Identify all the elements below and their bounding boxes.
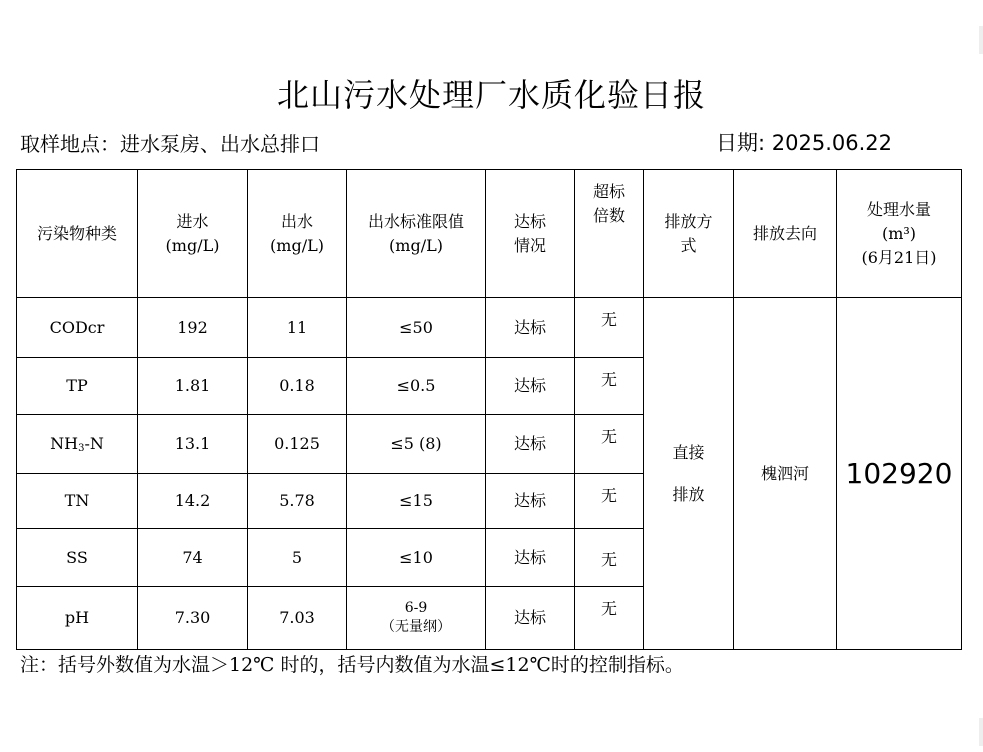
limit-value: ≤10 xyxy=(347,529,486,587)
pollutant-name: $NH_3-N$ xyxy=(17,415,138,474)
outflow-value: 0.125 xyxy=(248,415,347,474)
status-value: 达标 xyxy=(486,529,575,587)
table-row xyxy=(17,298,962,358)
status-value: 达标 xyxy=(486,358,575,415)
limit-value: ≤0.5 xyxy=(347,358,486,415)
pollutant-name: pH xyxy=(17,587,138,650)
header-status: 达标 情况 xyxy=(486,170,575,298)
limit-value: ≤50 xyxy=(347,298,486,358)
pollutant-name: TP xyxy=(17,358,138,415)
outflow-value: 7.03 xyxy=(248,587,347,650)
header-limit: 出水标准限值 (mg/L) xyxy=(347,170,486,298)
exceed-value: 无 xyxy=(575,415,644,474)
inflow-value: 1.81 xyxy=(138,358,248,415)
inflow-value: 13.1 xyxy=(138,415,248,474)
header-volume: 处理水量 (m³) (6月21日) xyxy=(837,170,962,298)
exceed-value: 无 xyxy=(575,529,644,587)
discharge-method-cell: 直接 排放 xyxy=(644,298,734,650)
status-value: 达标 xyxy=(486,298,575,358)
header-outflow: 出水 (mg/L) xyxy=(248,170,347,298)
header-destination: 排放去向 xyxy=(734,170,837,298)
footnote: 注：括号外数值为水温＞12℃ 时的，括号内数值为水温≤12℃时的控制指标。 xyxy=(20,654,684,676)
sampling-location: 取样地点：进水泵房、出水总排口 xyxy=(20,132,320,156)
outflow-value: 5 xyxy=(248,529,347,587)
pollutant-name: CODcr xyxy=(17,298,138,358)
inflow-value: 7.30 xyxy=(138,587,248,650)
header-pollutant: 污染物种类 xyxy=(17,170,138,298)
limit-value: 6-9 （无量纲） xyxy=(347,587,486,650)
header-exceed: 超标 倍数 xyxy=(575,170,644,298)
report-title: 北山污水处理厂水质化验日报 xyxy=(276,76,706,114)
limit-value: ≤15 xyxy=(347,474,486,529)
outflow-value: 0.18 xyxy=(248,358,347,415)
status-value: 达标 xyxy=(486,587,575,650)
pollutant-name: SS xyxy=(17,529,138,587)
pollutant-name: TN xyxy=(17,474,138,529)
status-value: 达标 xyxy=(486,474,575,529)
limit-value: ≤5 (8) xyxy=(347,415,486,474)
status-value: 达标 xyxy=(486,415,575,474)
outflow-value: 11 xyxy=(248,298,347,358)
header-inflow: 进水 (mg/L) xyxy=(138,170,248,298)
volume-cell: 102920 xyxy=(837,298,962,650)
destination-cell: 槐泗河 xyxy=(734,298,837,650)
page-edge-marker xyxy=(979,718,983,746)
exceed-value: 无 xyxy=(575,358,644,415)
exceed-value: 无 xyxy=(575,298,644,358)
exceed-value: 无 xyxy=(575,587,644,650)
inflow-value: 14.2 xyxy=(138,474,248,529)
header-discharge-method: 排放方 式 xyxy=(644,170,734,298)
report-date: 日期: 2025.06.22 xyxy=(716,131,892,155)
inflow-value: 192 xyxy=(138,298,248,358)
page-edge-marker xyxy=(979,26,983,54)
water-quality-table xyxy=(16,169,962,650)
inflow-value: 74 xyxy=(138,529,248,587)
exceed-value: 无 xyxy=(575,474,644,529)
outflow-value: 5.78 xyxy=(248,474,347,529)
table-header-row xyxy=(17,170,962,298)
